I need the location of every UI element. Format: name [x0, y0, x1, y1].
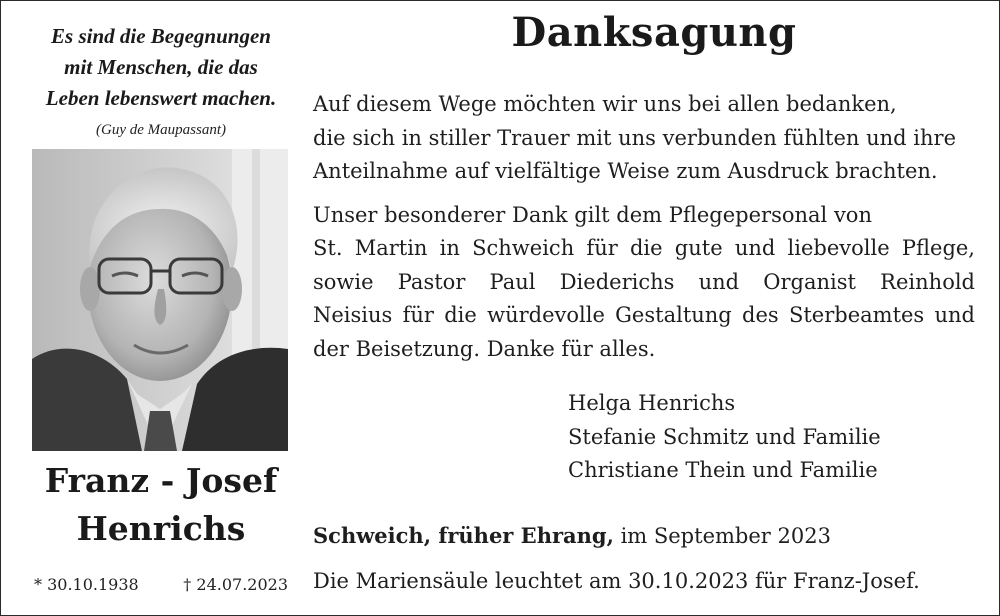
left-column [1, 1, 319, 615]
quote-line: mit Menschen, die das [64, 55, 258, 79]
thank-you-text [313, 88, 975, 376]
portrait-photo [32, 149, 288, 451]
text-line: der Beisetzung. Danke für alles. [313, 336, 656, 361]
text-line: Anteilnahme auf vielfältige Weise zum Ausdruck brachten. [313, 159, 938, 183]
text-line: St. Martin in Schweich für die gute und liebevolle Pflege, [313, 236, 975, 260]
paragraph-2 [313, 199, 975, 367]
place-and-date [313, 523, 831, 548]
signatures [568, 387, 881, 488]
portrait-image [32, 149, 288, 451]
quote-line: Leben lebenswert machen. [45, 86, 277, 110]
deceased-name [13, 457, 309, 553]
signature-name: Christiane Thein und Familie [568, 458, 878, 482]
date-text: im September 2023 [613, 524, 831, 548]
text-line: Neisius für die würdevolle Gestaltung des Sterbeamtes und [313, 303, 975, 327]
signature-name: Helga Henrichs [568, 391, 736, 415]
death-date: † 24.07.2023 [183, 575, 288, 594]
quote [13, 21, 309, 114]
memorial-note: Die Mariensäule leuchtet am 30.10.2023 für Franz-Josef. [313, 569, 920, 593]
quote-line: Es sind die Begegnungen [51, 24, 271, 48]
text-line: Auf diesem Wege möchten wir uns bei allen bedanken, [313, 92, 897, 116]
birth-date: * 30.10.1938 [34, 575, 139, 594]
name-line: Henrichs [76, 509, 246, 548]
paragraph-1 [313, 88, 975, 189]
text-line: die sich in stiller Trauer mit uns verbunden fühlten und ihre [313, 125, 956, 150]
name-line: Franz - Josef [44, 461, 278, 500]
signature-name: Stefanie Schmitz und Familie [568, 424, 881, 449]
place-name: Schweich, früher Ehrang, [313, 523, 614, 548]
text-line: Unser besonderer Dank gilt dem Pflegepersonal von [313, 202, 872, 227]
text-line: sowie Pastor Paul Diederichs und Organist Reinhold [313, 269, 975, 294]
heading: Danksagung [511, 9, 797, 56]
quote-author: (Guy de Maupassant) [96, 122, 226, 138]
